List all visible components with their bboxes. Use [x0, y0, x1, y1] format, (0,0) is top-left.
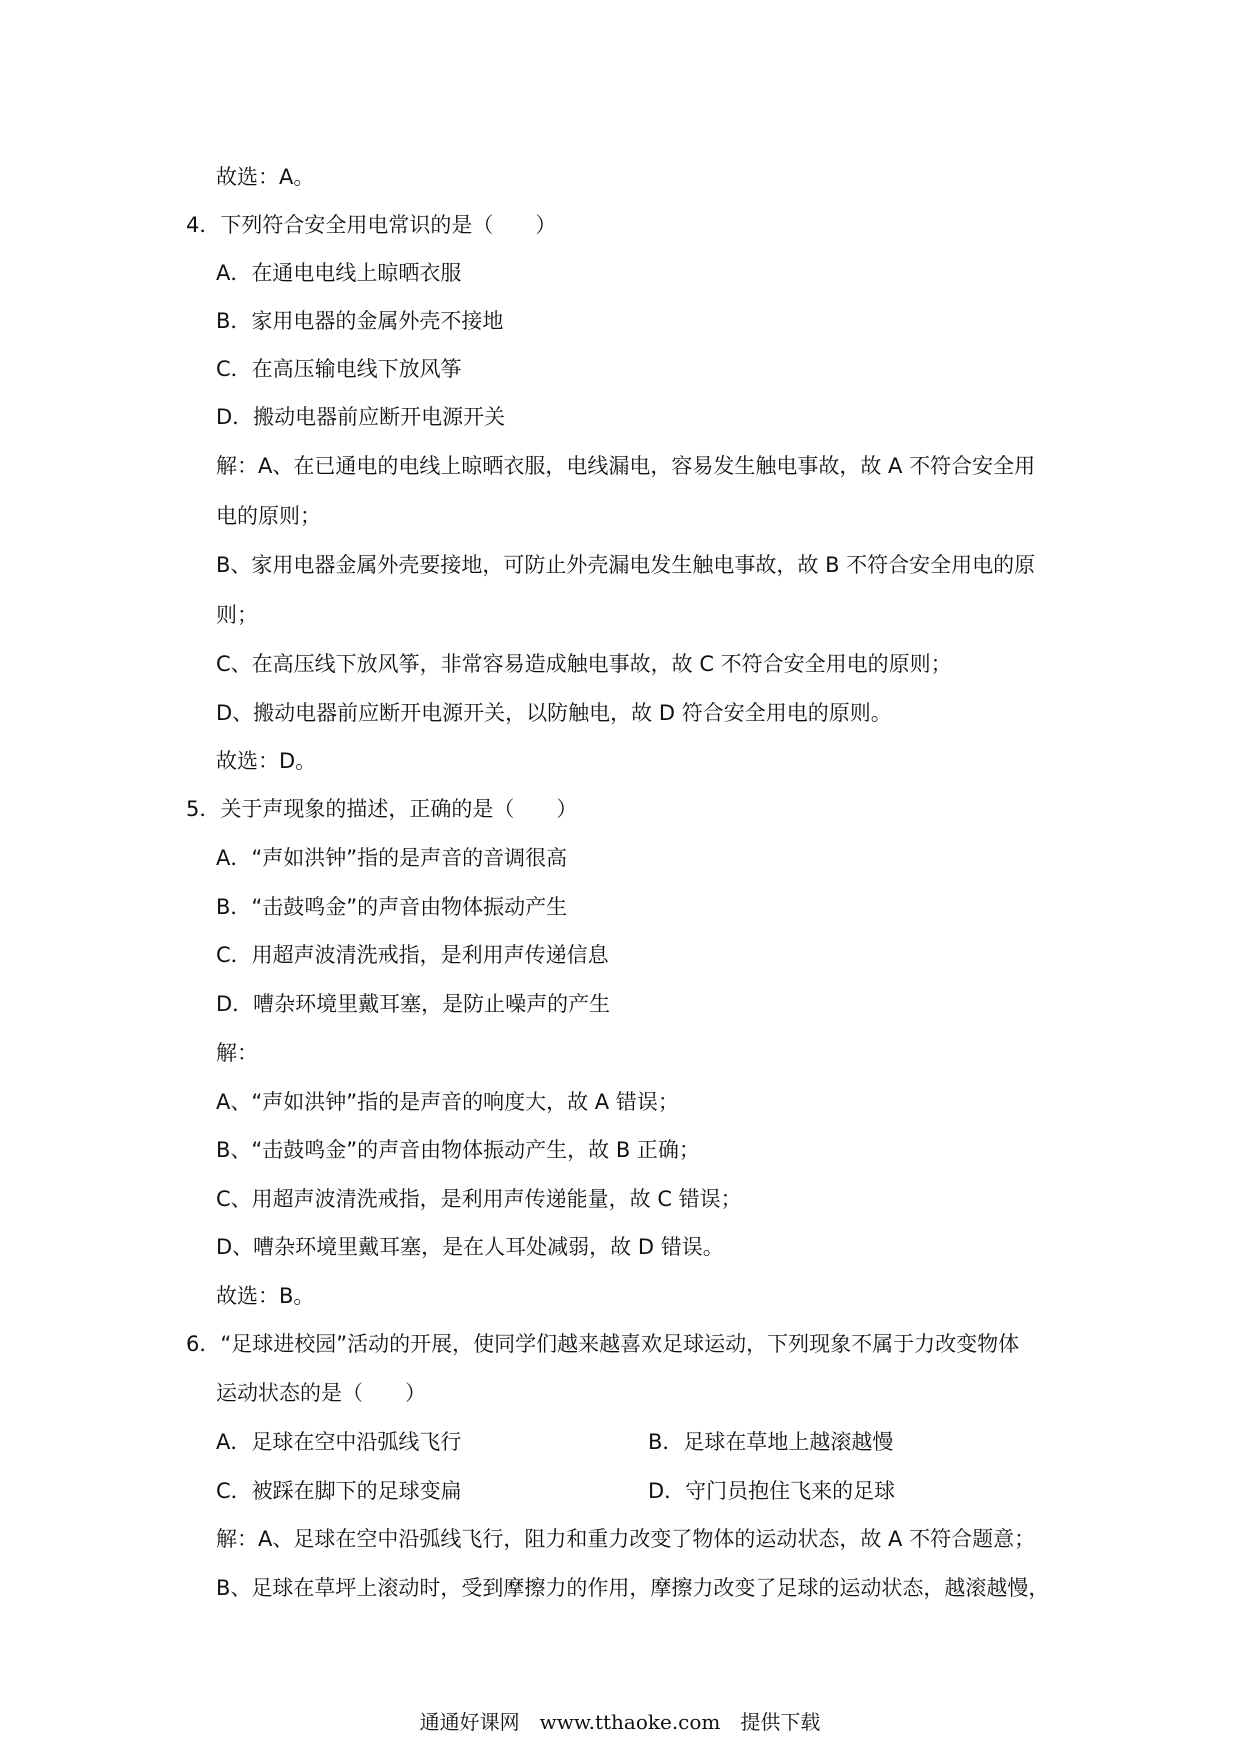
option-a: A．足球在空中沿弧线飞行	[216, 1430, 462, 1454]
page-footer: 通通好课网 www.tthaoke.com 提供下载	[419, 1710, 821, 1734]
option-b: B．“击鼓鸣金”的声音由物体振动产生	[216, 895, 568, 919]
question-4-stem: 4．下列符合安全用电常识的是（ ）	[186, 213, 557, 237]
solution-line: 解：A、足球在空中沿弧线飞行，阻力和重力改变了物体的运动状态，故 A 不符合题意；	[216, 1527, 1036, 1551]
option-c: C．用超声波清洗戒指，是利用声传递信息	[216, 943, 609, 967]
solution-line: 则；	[216, 603, 258, 627]
solution-line: B、“击鼓鸣金”的声音由物体振动产生，故 B 正确；	[216, 1138, 700, 1162]
option-d: D．嘈杂环境里戴耳塞，是防止噪声的产生	[216, 992, 611, 1016]
text-line: 故选：B。	[216, 1284, 315, 1308]
question-6-stem: 运动状态的是（ ）	[216, 1381, 426, 1405]
question-5-stem: 5．关于声现象的描述，正确的是（ ）	[186, 797, 578, 821]
option-b: B．足球在草地上越滚越慢	[648, 1430, 894, 1454]
option-c: C．被踩在脚下的足球变扁	[216, 1479, 462, 1503]
solution-line: A、“声如洪钟”指的是声音的响度大，故 A 错误；	[216, 1090, 679, 1114]
question-6-stem: 6．“足球进校园”活动的开展，使同学们越来越喜欢足球运动，下列现象不属于力改变物体	[186, 1332, 1020, 1356]
option-b: B．家用电器的金属外壳不接地	[216, 309, 504, 333]
solution-line: C、在高压线下放风筝，非常容易造成触电事故，故 C 不符合安全用电的原则；	[216, 652, 952, 676]
solution-label: 解：	[216, 1041, 258, 1065]
solution-line: D、搬动电器前应断开电源开关，以防触电，故 D 符合安全用电的原则。	[216, 701, 892, 725]
solution-line: C、用超声波清洗戒指，是利用声传递能量，故 C 错误；	[216, 1187, 742, 1211]
option-d: D．守门员抱住飞来的足球	[648, 1479, 896, 1503]
text-line: 故选：D。	[216, 749, 317, 773]
option-a: A．“声如洪钟”指的是声音的音调很高	[216, 846, 568, 870]
solution-line: B、足球在草坪上滚动时，受到摩擦力的作用，摩擦力改变了足球的运动状态，越滚越慢，	[216, 1576, 1050, 1600]
text-line: 故选：A。	[216, 165, 315, 189]
option-d: D．搬动电器前应断开电源开关	[216, 405, 506, 429]
solution-line: D、嘈杂环境里戴耳塞，是在人耳处减弱，故 D 错误。	[216, 1235, 724, 1259]
solution-line: B、家用电器金属外壳要接地，可防止外壳漏电发生触电事故，故 B 不符合安全用电的原	[216, 553, 1036, 577]
option-a: A．在通电电线上晾晒衣服	[216, 261, 462, 285]
solution-line: 电的原则；	[216, 504, 321, 528]
option-c: C．在高压输电线下放风筝	[216, 357, 462, 381]
solution-line: 解：A、在已通电的电线上晾晒衣服，电线漏电，容易发生触电事故，故 A 不符合安全用	[216, 454, 1036, 478]
